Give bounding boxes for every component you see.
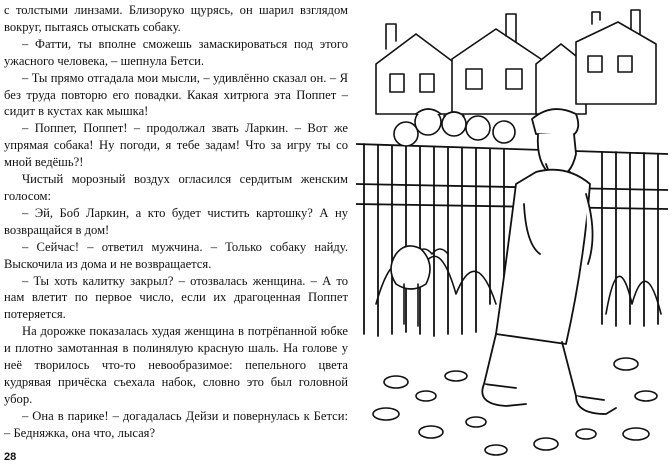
paragraph: – Она в парике! – догадалась Дейзи и повернулась к Бетси: – Бедняжка, она что, лысая? <box>4 408 348 440</box>
paragraph: с толстыми линзами. Близоруко щурясь, он шарил взглядом вокруг, пытаясь отыскать собаку. <box>4 3 348 34</box>
paragraph: – Ты хоть калитку закрыл? – отозвалась женщина. – А то нам влетит по первое число, если их драгоценная Поппет потеряется. <box>4 273 348 322</box>
paragraph: – Поппет, Поппет! – продолжал звать Ларкин. – Вот же упрямая собака! Ну погоди, я тебе задам! Что за игру ты со мной ведёшь?! <box>4 121 348 170</box>
paragraph: – Фатти, ты вполне сможешь замаскироваться под этого ужасного человека, – шепнула Бетси. <box>4 36 348 68</box>
paragraph: – Эй, Боб Ларкин, а кто будет чистить картошку? А ну возвращайся в дом! <box>4 205 348 237</box>
illustration <box>356 4 668 464</box>
old-man <box>482 109 616 414</box>
houses-background <box>376 10 656 114</box>
paragraph: Чистый морозный воздух огласился сердитым женским голосом: <box>4 172 348 203</box>
paragraph: – Сейчас! – ответил мужчина. – Только собаку найду. Выскочила из дома и не возвращается. <box>4 239 348 271</box>
path-stones <box>373 358 657 455</box>
paragraph: На дорожке показалась худая женщина в потрёпанной юбке и плотно замотанная в полинялую красную шаль. На голове у неё творилось что-то невообразимое: пепельного цвета кудрявая причёска съехала набок, словно это был головной убор. <box>4 324 348 406</box>
poodle-dog <box>391 246 430 326</box>
text-column <box>4 2 348 442</box>
paragraph: – Ты прямо отгадала мои мысли, – удивлённо сказал он. – Я без труда повторю его повадки. Какая хитрюга эта Поппет – сидит в кустах как мышка! <box>4 70 348 119</box>
page-number: 28 <box>4 451 17 463</box>
